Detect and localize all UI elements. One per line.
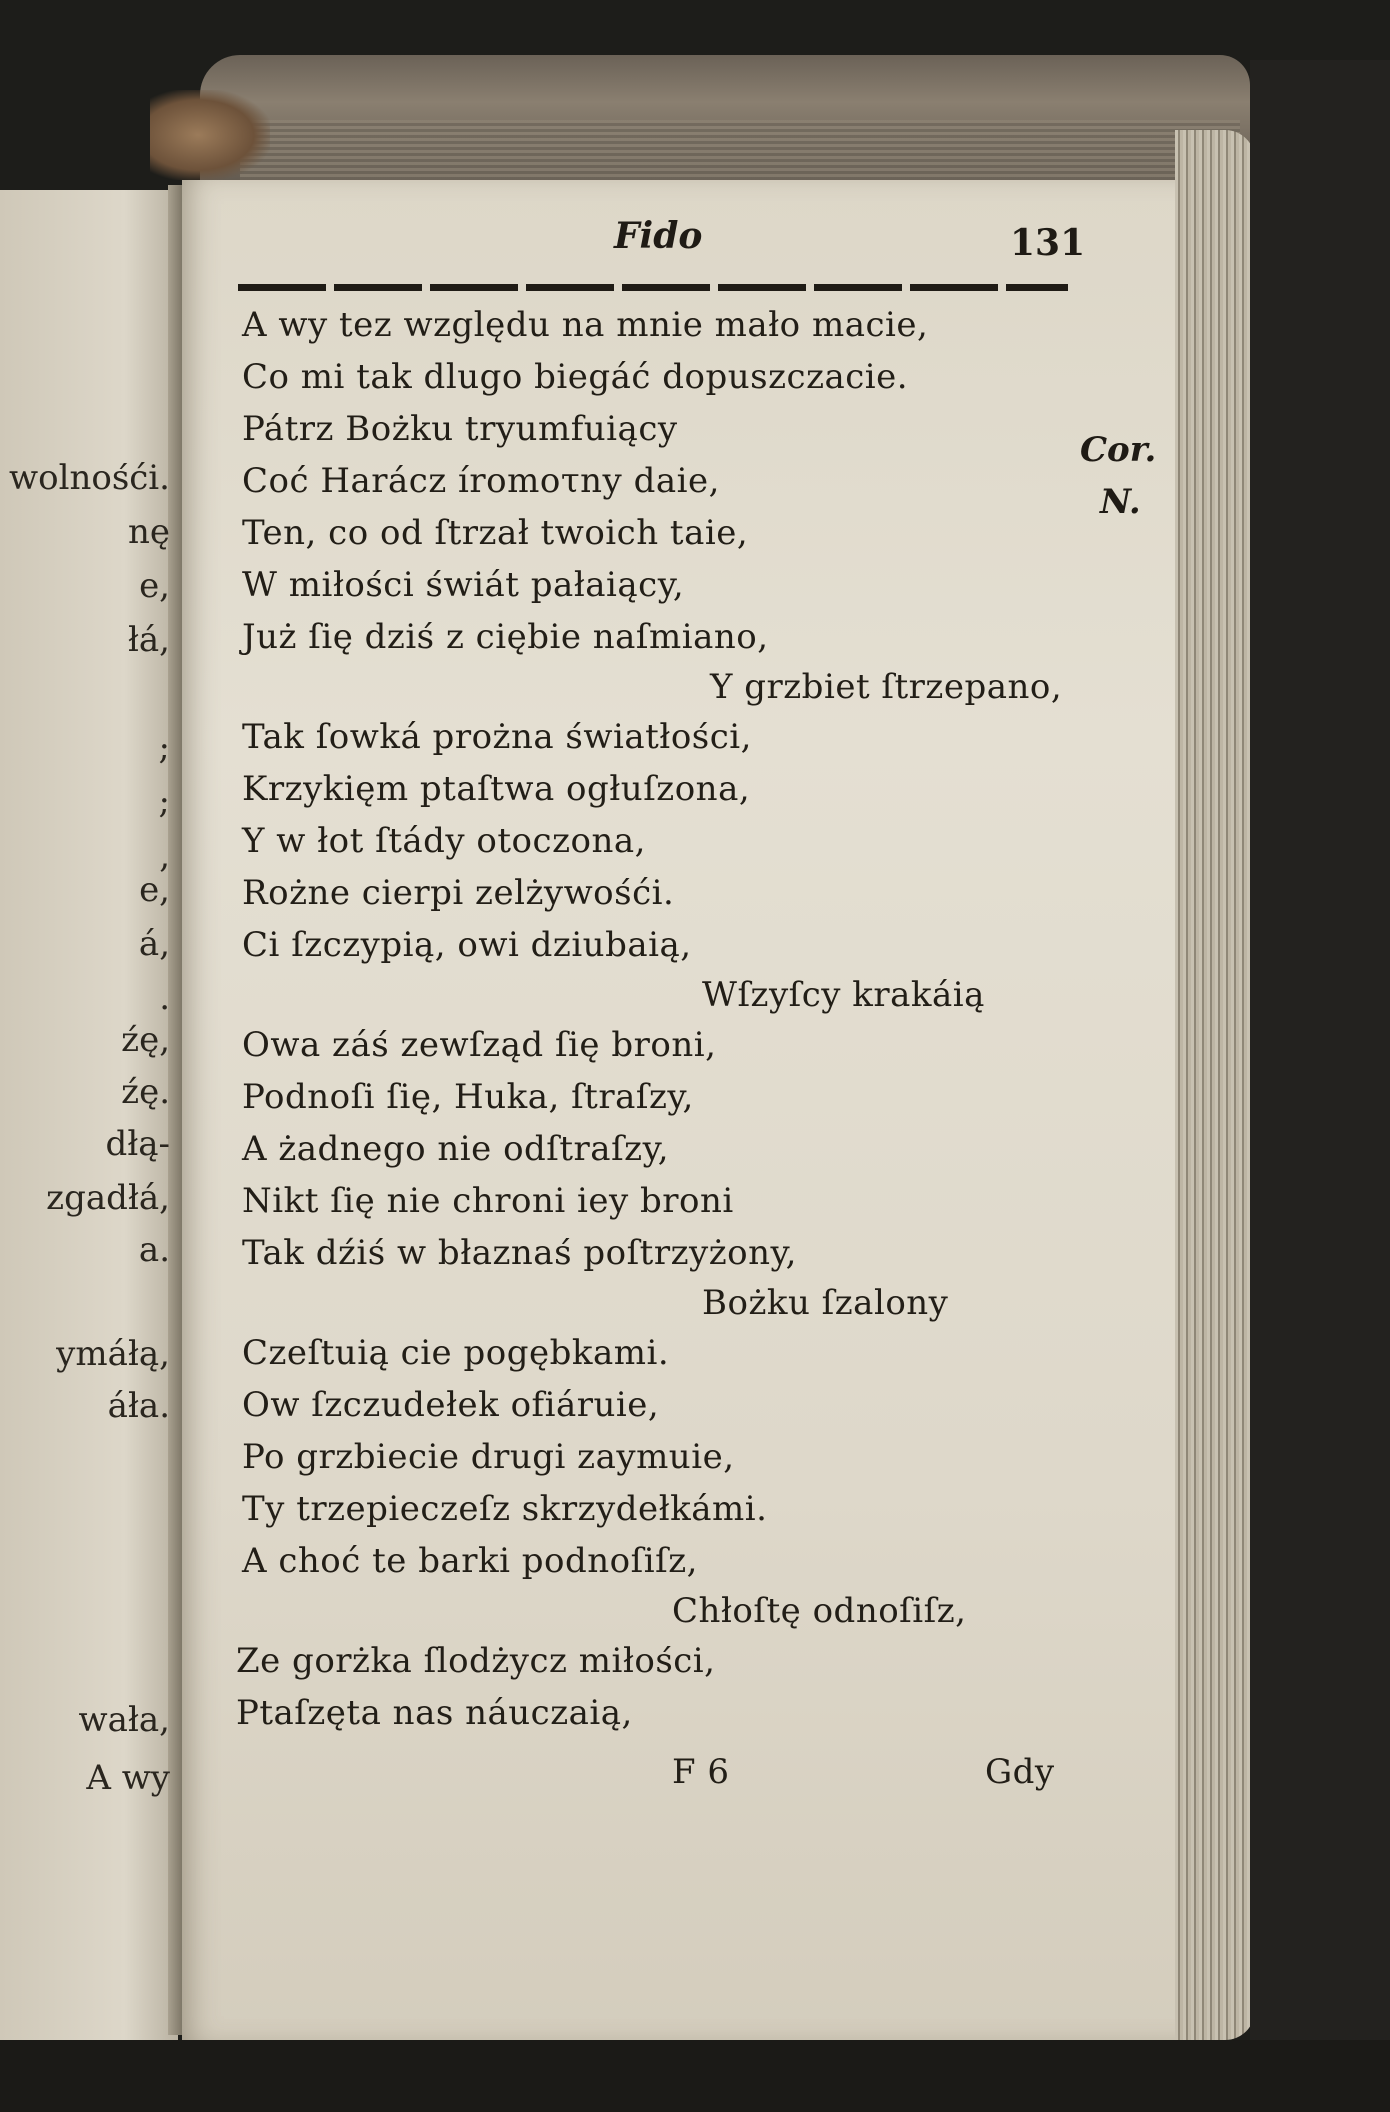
left-line: źę, — [121, 1020, 170, 1060]
verse-line: Tak dźiś w błaznaś poſtrzyżony, — [242, 1233, 797, 1273]
verse-line: Wſzyſcy krakáią — [702, 975, 985, 1015]
header-rule — [238, 284, 1068, 291]
verse-line: Nikt ſię nie chroni iey broni — [242, 1181, 734, 1221]
verse-line: Ptaſzęta nas náuczaią, — [236, 1693, 633, 1733]
page-edges — [1175, 130, 1255, 2040]
verse-line: Chłoſtę odnoſiſz, — [672, 1591, 967, 1631]
left-line: wolnośći. — [9, 458, 170, 498]
margin-note: Cor. — [1080, 430, 1157, 470]
left-line: . — [159, 978, 170, 1018]
verse-line: Ty trzepieczeſz skrzydełkámi. — [242, 1489, 768, 1529]
page-number: 131 — [1010, 222, 1086, 264]
left-line: a. — [138, 1230, 170, 1270]
signature-mark: F 6 — [672, 1752, 730, 1792]
verse-line: Ow ſzczudełek ofiáruie, — [242, 1385, 660, 1425]
book-top-edge — [200, 55, 1250, 190]
book-cover — [1250, 60, 1390, 2112]
verse-line: Coć Harácz íromoτny daie, — [242, 461, 720, 501]
verse-line: Ten, co od ſtrzał twoich taie, — [242, 513, 749, 553]
left-line: zgadłá, — [46, 1178, 170, 1218]
left-line: áła. — [107, 1386, 170, 1426]
background-bottom — [0, 2040, 1390, 2112]
left-line: , — [159, 836, 170, 876]
left-line: łá, — [127, 620, 170, 660]
verse-line: Pátrz Bożku tryumfuiący — [242, 409, 678, 449]
left-line: źę. — [121, 1072, 170, 1112]
verse-line: A wy tez względu na mnie mało macie, — [242, 305, 929, 345]
verse-line: Czeſtuią cie pogębkami. — [242, 1333, 670, 1373]
verse-line: Ci ſzczypią, owi dziubaią, — [242, 925, 692, 965]
verse-line: Owa záś zewſząd ſię broni, — [242, 1025, 717, 1065]
left-line: A wy — [86, 1758, 170, 1798]
verse-line: Krzykięm ptaſtwa ogłuſzona, — [242, 769, 751, 809]
verse-line: A choć te barki podnoſiſz, — [242, 1541, 698, 1581]
left-line: ; — [158, 728, 170, 768]
verse-line: A żadnego nie odſtraſzy, — [242, 1129, 670, 1169]
running-title: Fido — [614, 215, 703, 257]
left-line: ; — [158, 782, 170, 822]
left-line: e, — [139, 566, 170, 606]
verse-line: Y grzbiet ſtrzepano, — [710, 667, 1063, 707]
left-line: dłą- — [105, 1124, 170, 1164]
verse-line: Bożku ſzalony — [702, 1283, 949, 1323]
left-line: wała, — [78, 1700, 170, 1740]
verse-line: Co mi tak dlugo biegáć dopuszczacie. — [242, 357, 909, 397]
verse-line: Po grzbiecie drugi zaymuie, — [242, 1437, 735, 1477]
left-line: á, — [138, 924, 170, 964]
verse-line: Już ſię dziś z ciębie naſmiano, — [242, 617, 769, 657]
left-line: e, — [139, 870, 170, 910]
catchword: Gdy — [985, 1752, 1055, 1792]
verse-line: Podnoſi ſię, Huka, ſtraſzy, — [242, 1077, 694, 1117]
verse-line: Y w łot ſtády otoczona, — [242, 821, 646, 861]
verse-line: Tak ſowká prożna światłości, — [242, 717, 752, 757]
margin-note: N. — [1100, 482, 1141, 522]
verse-line: W miłości świát pałaiący, — [242, 565, 685, 605]
left-line: ymáłą, — [56, 1334, 170, 1374]
torn-spine — [150, 90, 270, 180]
left-line: nę — [127, 512, 170, 552]
verse-line: Ze gorżka ſlodżycz miłości, — [236, 1641, 716, 1681]
verse-line: Rożne cierpi zelżywośći. — [242, 873, 675, 913]
